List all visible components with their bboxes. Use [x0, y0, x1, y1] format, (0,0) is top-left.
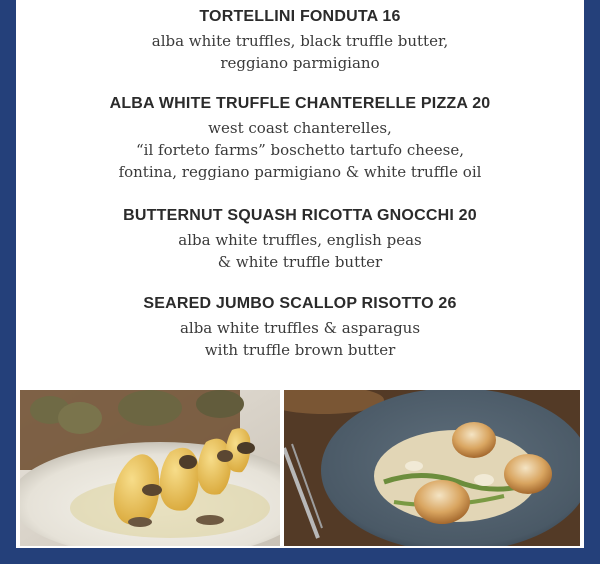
menu-item-description: “il forteto farms” boschetto tartufo cheese,: [135, 141, 464, 159]
dish-photos: [20, 390, 580, 546]
menu-item-description: & white truffle butter: [217, 253, 383, 271]
scallop-risotto-dish-photo: [284, 390, 580, 546]
menu-item-title: BUTTERNUT SQUASH RICOTTA GNOCCHI 20: [123, 207, 477, 224]
menu-item-description: fontina, reggiano parmigiano & white truffle oil: [118, 163, 482, 181]
menu-item-description: alba white truffles, english peas: [178, 231, 422, 249]
menu-item-title: ALBA WHITE TRUFFLE CHANTERELLE PIZZA 20: [109, 95, 491, 112]
menu-item-description: reggiano parmigiano: [220, 54, 380, 72]
menu-item-scallop: [16, 294, 584, 361]
menu-item-description: alba white truffles & asparagus: [179, 319, 421, 337]
menu-item-title: SEARED JUMBO SCALLOP RISOTTO 26: [143, 295, 457, 312]
menu-item-description: alba white truffles, black truffle butter,: [151, 32, 449, 50]
menu-item-title: TORTELLINI FONDUTA 16: [199, 8, 401, 25]
menu-item-pizza: [16, 94, 584, 183]
menu-card: [16, 0, 584, 548]
tortellini-dish-photo: [20, 390, 280, 546]
menu-item-description: with truffle brown butter: [204, 341, 396, 359]
menu-item-tortellini: [16, 7, 584, 74]
menu-item-gnocchi: [16, 206, 584, 273]
menu-item-description: west coast chanterelles,: [208, 119, 392, 137]
